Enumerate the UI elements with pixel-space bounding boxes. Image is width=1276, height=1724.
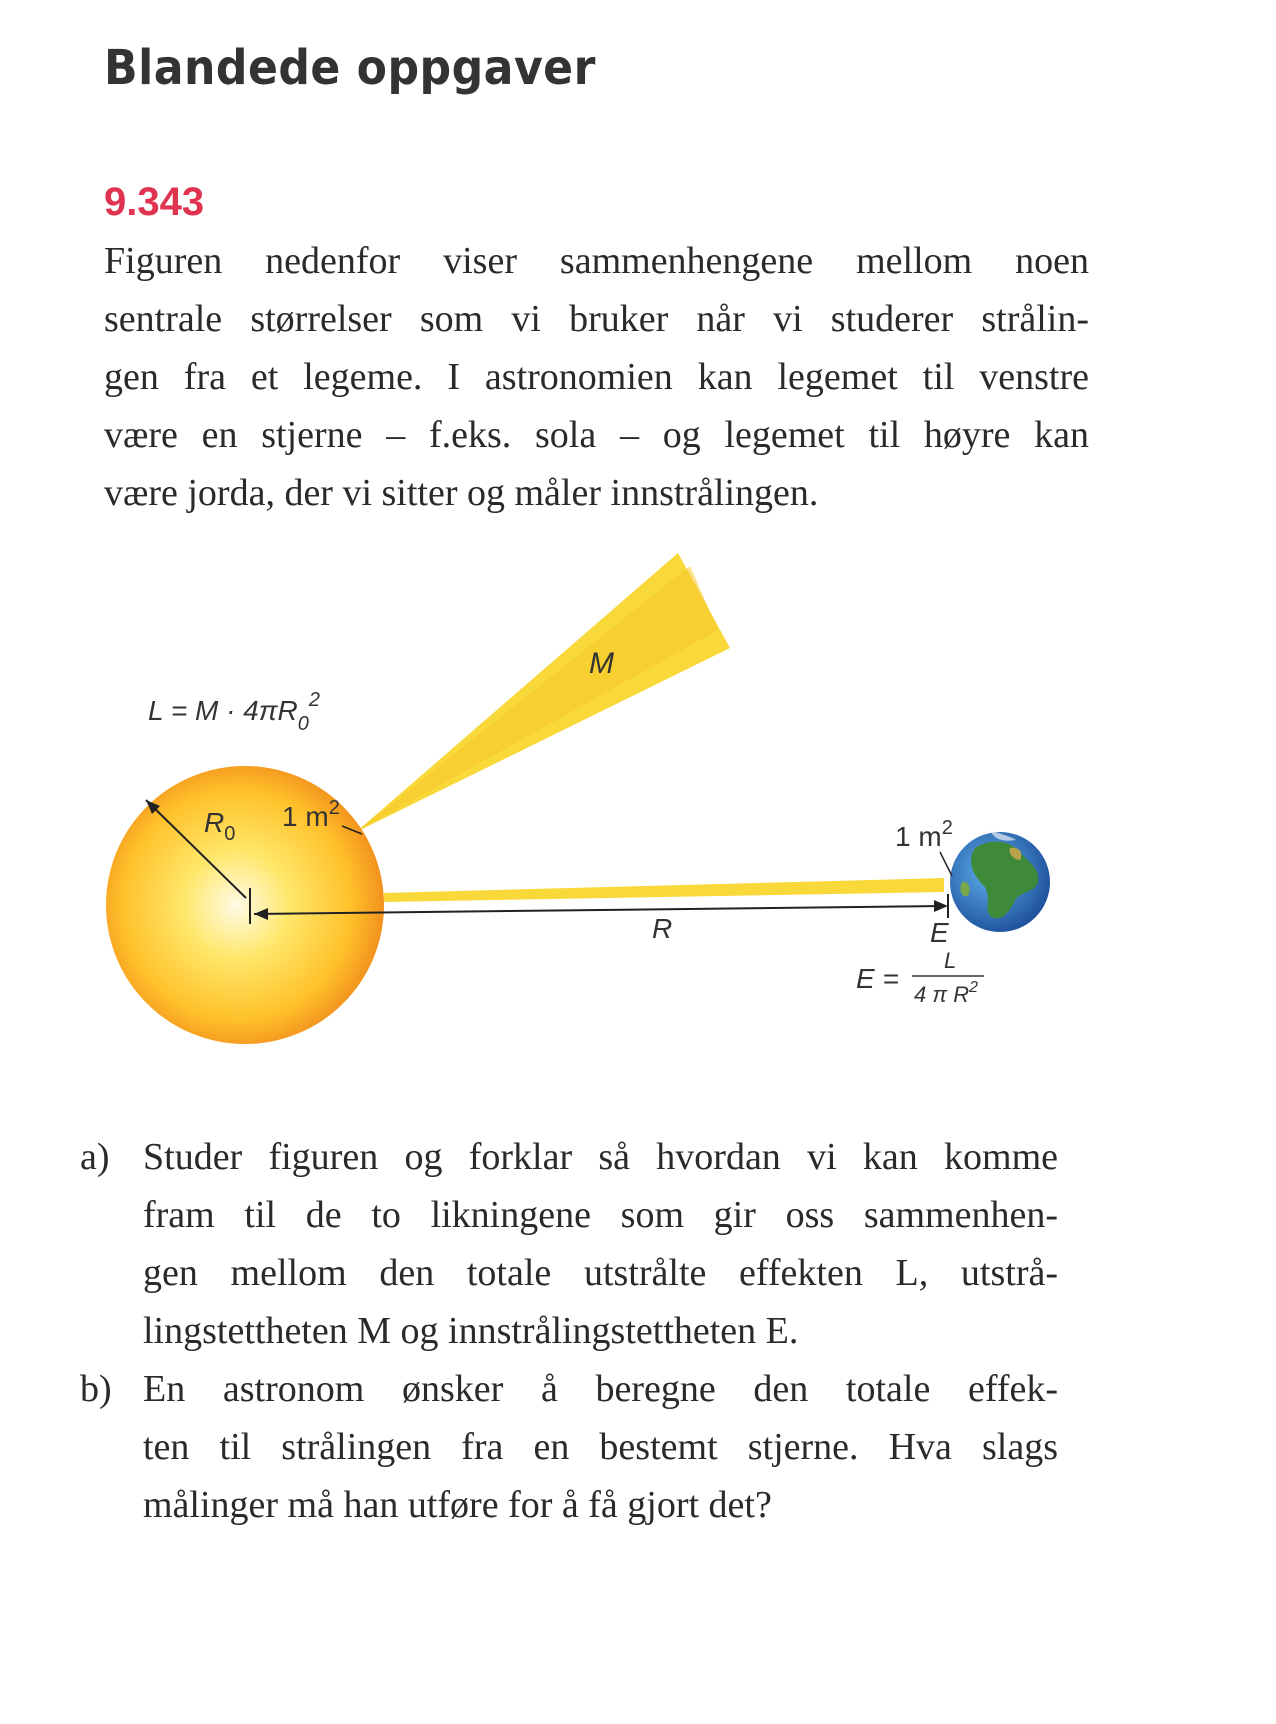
question-list xyxy=(80,1128,1070,1534)
distance-label: R xyxy=(652,913,673,944)
radiation-figure xyxy=(0,530,1276,1050)
section-title: Blandede oppgaver xyxy=(104,40,596,96)
area-label-earth: 1 $m^2$ xyxy=(895,817,953,852)
question-line: ten til strålingen fra en bestemt stjerne. Hva slags xyxy=(143,1426,1058,1468)
intro-line: Figuren nedenfor viser sammenhengene mellom noen xyxy=(104,240,1089,282)
question-marker: a) xyxy=(80,1136,110,1178)
radius-label: $R_0$ xyxy=(204,807,236,845)
intro-line: sentrale størrelser som vi bruker når vi studerer strålin- xyxy=(104,298,1089,340)
radiation-diagram xyxy=(0,530,1276,1050)
intro-line: gen fra et legeme. I astronomien kan legemet til venstre xyxy=(104,356,1089,398)
irradiance-label: E xyxy=(930,917,949,948)
question-b xyxy=(80,1360,1070,1534)
question-line: målinger må han utføre for å få gjort det? xyxy=(143,1484,772,1526)
luminosity-formula: $L = M \cdot 4\pi R_0^2$ xyxy=(148,689,320,735)
question-line: En astronom ønsker å beregne den totale effek- xyxy=(143,1368,1058,1410)
svg-text:L: L xyxy=(944,948,957,973)
question-line: gen mellom den totale utstrålte effekten L, utstrå- xyxy=(143,1252,1058,1294)
cone-label: M xyxy=(589,647,614,680)
irradiance-formula xyxy=(856,948,984,1007)
svg-text:4 π R2: 4 π $R^2$ xyxy=(914,979,978,1007)
question-marker: b) xyxy=(80,1368,112,1410)
question-line: lingstettheten M og innstrålingstettheten E. xyxy=(143,1310,799,1352)
radiation-beam xyxy=(384,878,944,902)
area-label-star: 1 $m^2$ xyxy=(282,797,340,832)
earth-globe xyxy=(950,830,1050,932)
problem-number: 9.343 xyxy=(104,180,205,224)
question-line: fram til de to likningene som gir oss sammenhen- xyxy=(143,1194,1058,1236)
svg-text:E =: E = xyxy=(856,963,899,994)
star-body xyxy=(106,766,384,1044)
problem-intro xyxy=(104,232,1089,522)
question-line: Studer figuren og forklar så hvordan vi kan komme xyxy=(143,1136,1058,1178)
intro-line: være en stjerne – f.eks. sola – og legemet til høyre kan xyxy=(104,414,1089,456)
intro-line: være jorda, der vi sitter og måler innstrålingen. xyxy=(104,472,819,514)
question-a xyxy=(80,1128,1070,1360)
